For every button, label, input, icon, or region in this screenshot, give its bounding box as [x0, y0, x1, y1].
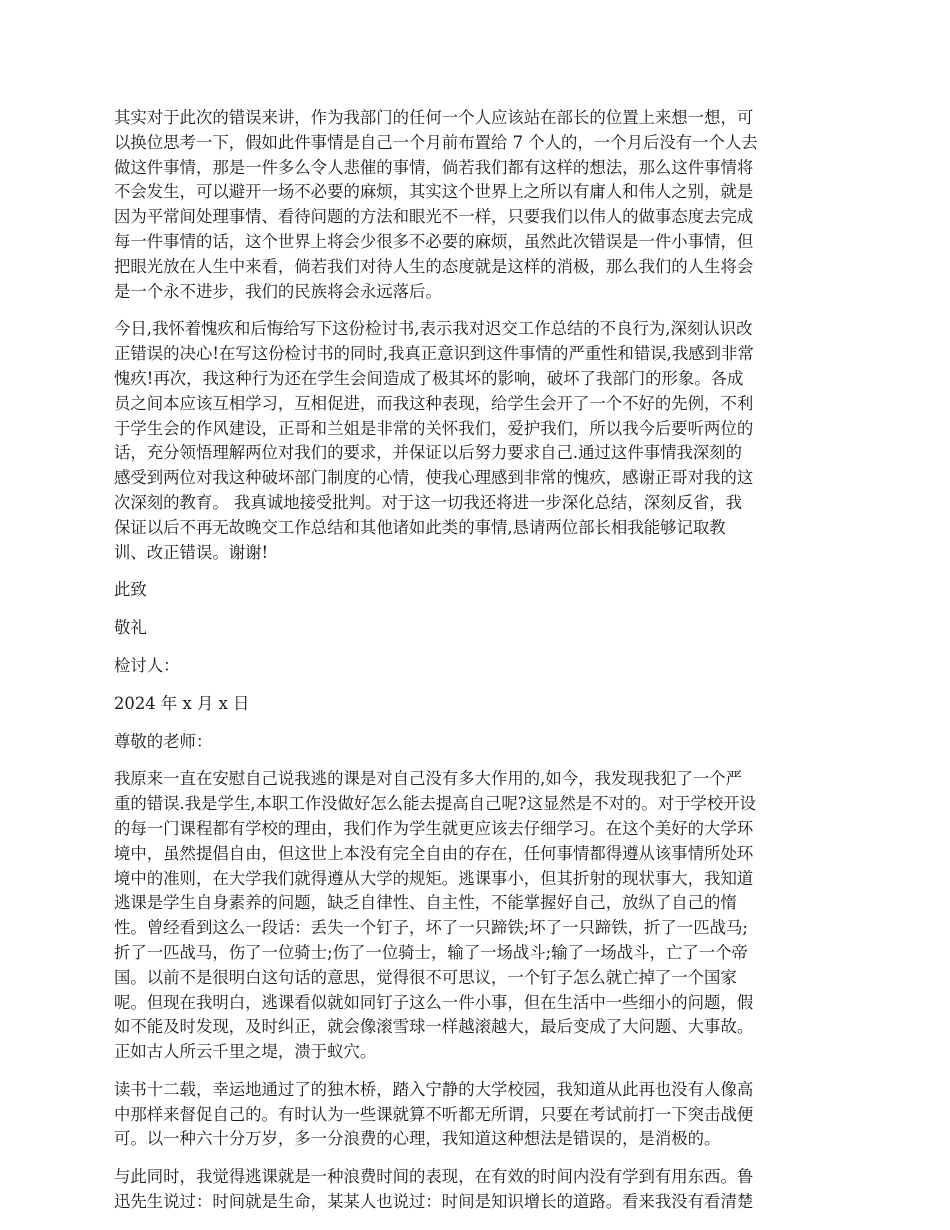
text-line: 把眼光放在人生中来看，倘若我们对待人生的态度就是这样的消极，那么我们的人生将会	[114, 256, 754, 276]
paragraph	[114, 616, 844, 641]
paragraph	[114, 1165, 844, 1215]
text-line: 读书十二载，幸运地通过了的独木桥，踏入宁静的大学校园，我知道从此再也没有人像高	[114, 1079, 754, 1099]
paragraph	[114, 106, 844, 304]
text-line: 愧疚!再次，我这种行为还在学生会间造成了极其坏的影响，破坏了我部门的形象。各成	[114, 368, 744, 388]
text-line: 可。以一种六十分万岁，多一分浪费的心理，我知道这种想法是错误的，是消极的。	[114, 1129, 721, 1149]
text-line: 以换位思考一下，假如此件事情是自己一个月前布置给 7 个人的，一个月后没有一个人去	[114, 132, 758, 152]
text-line: 重的错误.我是学生,本职工作没做好怎么能去提高自己呢?这显然是不对的。对于学校开设	[114, 794, 757, 814]
text-line: 做这件事情，那是一件多么令人悲催的事情，倘若我们都有这样的想法，那么这件事情将	[114, 157, 754, 177]
text-line: 正错误的决心!在写这份检讨书的同时,我真正意识到这件事情的严重性和错误,我感到非常	[114, 344, 754, 364]
text-line: 感受到两位对我这种破坏部门制度的心情，使我心理感到非常的愧疚，感谢正哥对我的这	[114, 468, 754, 488]
text-line: 与此同时，我觉得逃课就是一种浪费时间的表现，在有效的时间内没有学到有用东西。鲁	[114, 1167, 754, 1187]
paragraph	[114, 767, 844, 1065]
text-line: 2024 年 x 月 x 日	[114, 693, 250, 713]
text-line: 检讨人：	[114, 655, 180, 675]
paragraph	[114, 730, 844, 755]
text-line: 保证以后不再无故晚交工作总结和其他诸如此类的事情,恳请两位部长相我能够记取教	[114, 517, 726, 537]
text-line: 中那样来督促自己的。有时认为一些课就算不听都无所谓，只要在考试前打一下突击战便	[114, 1104, 754, 1124]
text-line: 如不能及时发现，及时纠正，就会像滚雪球一样越滚越大，最后变成了大问题、大事故。	[114, 1017, 754, 1037]
text-line: 不会发生，可以避开一场不必要的麻烦，其实这个世界上之所以有庸人和伟人之别，就是	[114, 182, 754, 202]
text-line: 今日,我怀着愧疚和后悔给写下这份检讨书,表示我对迟交工作总结的不良行为,深刻认识改	[114, 319, 753, 339]
text-line: 境中的准则，在大学我们就得遵从大学的规矩。逃课事小，但其折射的现状事大，我知道	[114, 868, 754, 888]
text-line: 境中，虽然提倡自由，但这世上本没有完全自由的存在，任何事情都得遵从该事情所处环	[114, 843, 754, 863]
text-line: 正如古人所云千里之堤，溃于蚁穴。	[114, 1042, 377, 1062]
text-line: 敬礼	[114, 618, 147, 638]
text-line: 其实对于此次的错误来讲，作为我部门的任何一个人应该站在部长的位置上来想一想，可	[114, 108, 754, 127]
document-body	[114, 106, 844, 1228]
paragraph	[114, 654, 844, 679]
text-line: 折了一匹战马，伤了一位骑士;伤了一位骑士，输了一场战斗;输了一场战斗，亡了一个帝	[114, 942, 748, 962]
text-line: 次深刻的教育。 我真诚地接受批判。对于这一切我还将进一步深化总结，深刻反省，我	[114, 492, 743, 512]
paragraph	[114, 317, 844, 565]
text-line: 训、改正错误。谢谢!	[114, 542, 269, 562]
text-line: 尊敬的老师：	[114, 731, 213, 751]
text-line: 性。曾经看到这么一段话：丢失一个钉子，坏了一只蹄铁;坏了一只蹄铁，折了一匹战马;	[114, 918, 748, 938]
text-line: 每一件事情的话，这个世界上将会少很多不必要的麻烦，虽然此次错误是一件小事情，但	[114, 231, 754, 251]
text-line: 迅先生说过：时间就是生命，某某人也说过：时间是知识增长的道路。看来我没有看清楚	[114, 1192, 754, 1212]
text-line: 因为平常间处理事情、看待问题的方法和眼光不一样，只要我们以伟人的做事态度去完成	[114, 207, 754, 227]
text-line: 逃课是学生自身素养的问题，缺乏自律性、自主性，不能掌握好自己，放纵了自己的惰	[114, 893, 737, 913]
text-line: 的每一门课程都有学校的理由，我们作为学生就更应该去仔细学习。在这个美好的大学环	[114, 818, 754, 838]
text-line: 我原来一直在安慰自己说我逃的课是对自己没有多大作用的,如今，我发现我犯了一个严	[114, 769, 743, 789]
text-line: 此致	[114, 580, 147, 600]
paragraph	[114, 692, 844, 717]
text-line: 呢。但现在我明白，逃课看似就如同钉子这么一件小事，但在生活中一些细小的问题，假	[114, 992, 754, 1012]
paragraph	[114, 578, 844, 603]
text-line: 话，充分领悟理解两位对我们的要求，并保证以后努力要求自己.通过这件事情我深刻的	[114, 443, 743, 463]
paragraph	[114, 1078, 844, 1152]
text-line: 于学生会的作风建设，正哥和兰姐是非常的关怀我们，爱护我们，所以我今后要听两位的	[114, 418, 754, 438]
text-line: 国。以前不是很明白这句话的意思，觉得很不可思议，一个钉子怎么就亡掉了一个国家	[114, 967, 737, 987]
text-line: 是一个永不进步，我们的民族将会永远落后。	[114, 281, 442, 301]
text-line: 员之间本应该互相学习，互相促进，而我这种表现，给学生会开了一个不好的先例，不利	[114, 393, 754, 413]
